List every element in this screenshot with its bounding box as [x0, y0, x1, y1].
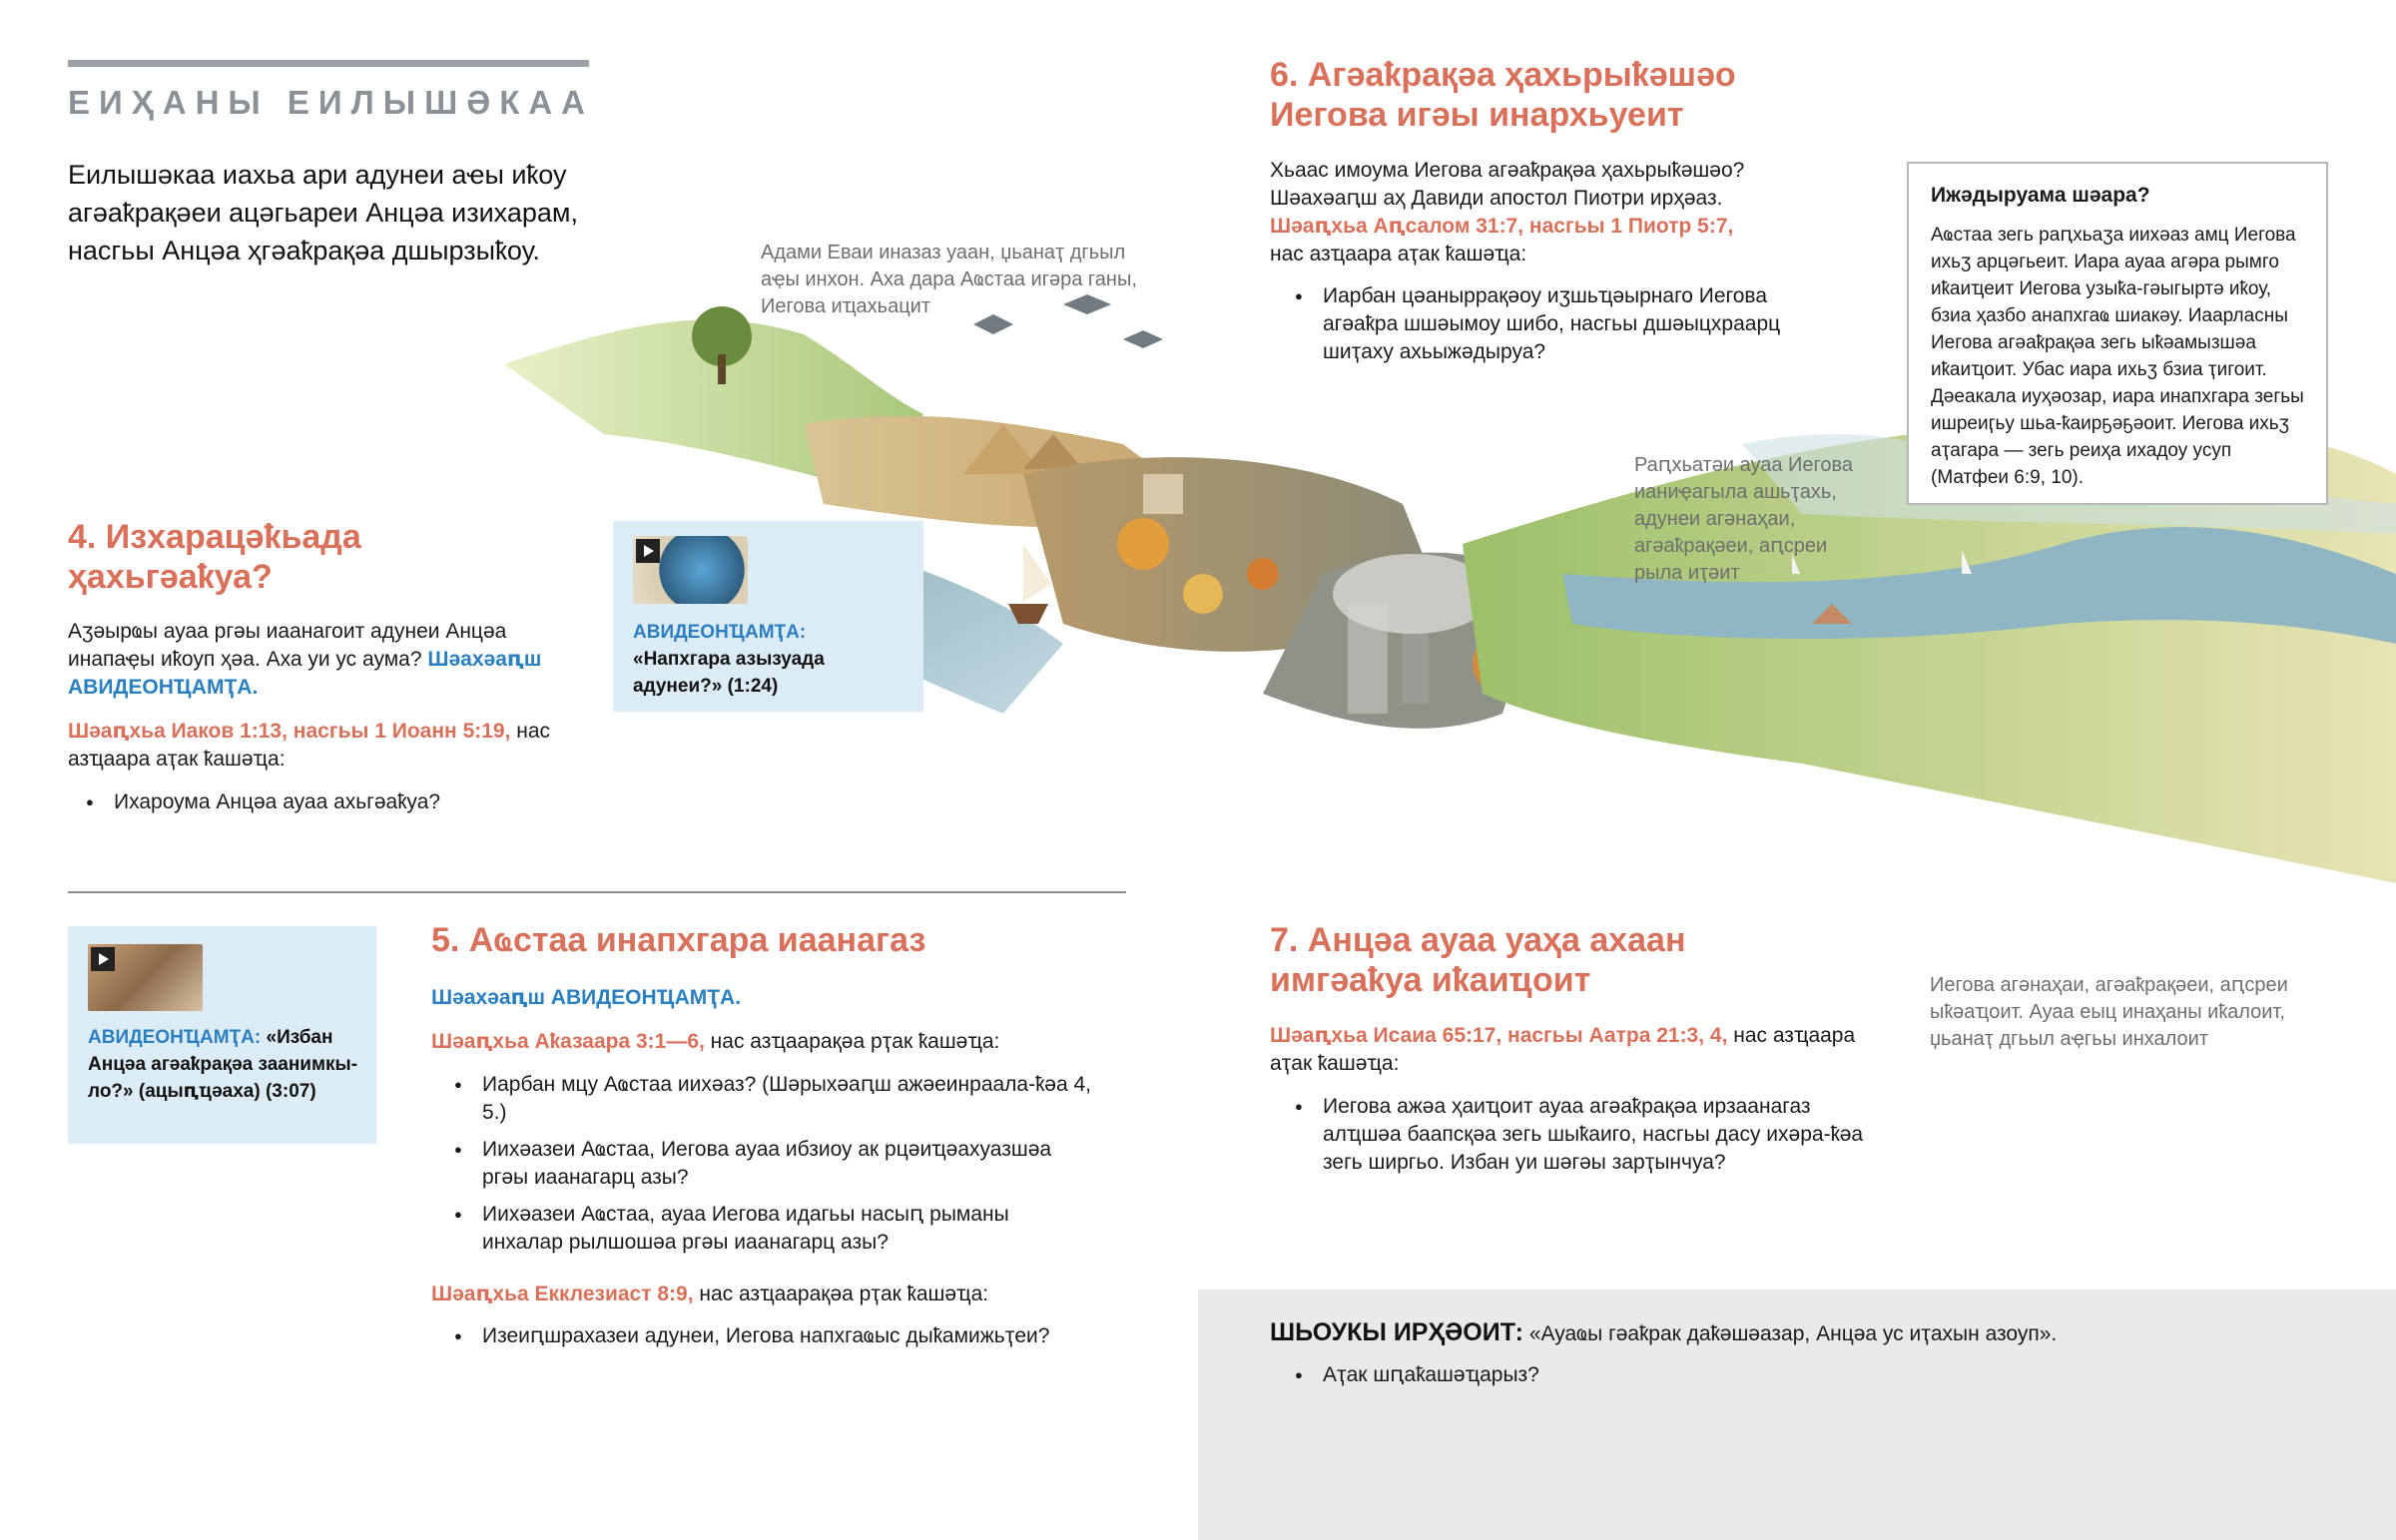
list-item: ● Иарбан цәаныррақәоу иӡшьҵәырнаго Иегова агәаҟра шшәымоу шибо, насгьы дшәыцхраарц шиҭаху ахьыжәдыруа?: [1295, 282, 1814, 366]
caption-paradise: Иегова агәнаҳаи, агәаҟрақәеи, аԥсреи ыҟәаҵоит. Ауаа еыц инаҳаны иҟалоит, џьанаҭ дгьыл аҿгьы инхалоит: [1930, 974, 2288, 1050]
section-divider: [68, 891, 1126, 893]
section-6-body: Хьаас имоума Иегова агәаҟрақәа ҳахьрыҟәшәо? Шәахәаԥш аҳ Давиди апостол Пиотри ирҳәаз.: [1270, 159, 1745, 210]
section-7-ref-line: [1270, 1022, 1889, 1078]
section-5-scripture-link-1[interactable]: Шәаԥхьа Аҟазаара 3:1—6,: [431, 1030, 705, 1053]
discussion-line: [1270, 1317, 2057, 1349]
temple-icon: [1143, 474, 1183, 514]
section-6-title: 6. Агәаҟрақәа ҳахьрыҟәшәо Иегова игәы инархьуеит: [1270, 56, 1736, 134]
fire-icon: [1117, 518, 1169, 570]
list-item: ● Изеиԥшрахазеи адунеи, Иегова напхгаҩыс дыҟамижьҭеи?: [454, 1322, 1133, 1350]
video-2-title: «Избан Анцәа агәаҟрақәа заанимкы-ло?» (ацыԥҵәаха) (3:07): [88, 1027, 358, 1102]
section-4-ref-line: [68, 718, 587, 773]
sidebar-body: Аҩстаа зегь раԥхьаӡа иихәаз амц Иегова ихьӡ арцәгьеит. Иара ауаа агәра рымго иҟаиҵеит Иегова узыҟа-гәыгыртә иҟоу, бзиа ҳазбо анапхгаҩ шиакәу. Иаарласны Иегова агәаҟрақәа зегь ыҟәамызшәа иҟаиҵоит. Убас иара ихьӡ бзиа ҭигоит. Дәеакала иуҳәозар, иара инапхгара зегьы ишреиӷьу шьа-ҟаирҕәҕәоит. Иегова ихьӡ аҭагара — зегь реиҳа ихадоу усуп (Матфеи 6:9, 10).: [1931, 225, 2304, 488]
list-item: ● Иихәазеи Аҩстаа, Иегова ауаа ибзиоу ак рцәиҵәахуазшәа ргәы иаанагарц азы?: [454, 1136, 1093, 1192]
did-you-know-box: [1907, 162, 2328, 505]
section-5-scripture-link-2[interactable]: Шәаԥхьа Екклезиаст 8:9,: [431, 1283, 694, 1305]
section-4-title: 4. Изхарацәҟьада ҳахьгәаҟуа?: [68, 518, 361, 596]
section-5-watch-link[interactable]: Шәахәаԥш АВИДЕОНҴАМҬА.: [431, 986, 742, 1009]
video-2-text: [88, 1024, 362, 1105]
video-2-label: АВИДЕОНҴАМҬА:: [88, 1027, 262, 1048]
video-1-text: [633, 619, 907, 700]
list-item: ● Ихароума Анцәа ауаа ахьгәаҟуа?: [86, 788, 585, 816]
video-thumbnail-2[interactable]: [88, 944, 203, 1011]
section-4-scripture-link[interactable]: Шәаԥхьа Иаков 1:13, насгьы 1 Иоанн 5:19,: [68, 720, 511, 743]
section-4-text: Аӡәырҩы ауаа ргәы иаанагоит адунеи Анцәа инапаҿы иҟоуп ҳәа. Аха уи ус аума?: [68, 620, 507, 671]
section-5-ref-line-1: [431, 1028, 1130, 1056]
video-1-label: АВИДЕОНҴАМҬА:: [633, 622, 807, 643]
discussion-quote: «Ауаҩы гәаҟрак даҟәшәазар, Анцәа ус иҭахын азоуп».: [1528, 1322, 2058, 1345]
section-4-body: [68, 618, 567, 702]
section-rule: [68, 60, 589, 67]
list-item: ● Иегова ажәа ҳаиҵоит ауаа агәаҟрақәа ирзаанагаз алҵшәа баапсқәа зегь шыҟаиго, насгьы дасу ихәра-ҟәа зегь ширгьо. Избан уи шәгәы зарҭынчуа?: [1295, 1093, 1874, 1177]
section-kicker: ЕИҲАНЫ ЕИЛЫШӘКАА: [68, 84, 594, 121]
video-box-2[interactable]: [68, 926, 376, 1144]
section-7-title: 7. Анцәа ауаа уаҳа ахаан имгәаҟуа иҟаиҵоит: [1270, 921, 1686, 999]
caption-rebellion: Раԥхьатәи ауаа Иегова ианиҿагыла ашьҭахь, адунеи агәнаҳаи, агәаҟрақәеи, аԥсреи рыла иҭәит: [1634, 454, 1854, 584]
section-5-ref-suffix-1: нас азҵаарақәа рҭак ҟашәҵа:: [704, 1030, 1000, 1053]
section-4-ref-suffix: нас азҵаара аҭак ҟашәҵа:: [68, 720, 551, 770]
sidebar-title: Ижәдыруама шәара?: [1931, 184, 2150, 207]
section-7-ref-suffix: нас азҵаара аҭак ҟашәҵа:: [1270, 1024, 1856, 1075]
section-6-bullets: [1295, 282, 1814, 375]
list-item: ● Иарбан мцу Аҩстаа иихәаз? (Шәрыхәаԥш ажәеинраала-ҟәа 4, 5.): [454, 1071, 1093, 1127]
discussion-label: ШЬОУКЫ ИРҲӘОИТ:: [1270, 1318, 1523, 1346]
section-4-bullets: [86, 788, 585, 825]
section-7-bullets: [1295, 1093, 1874, 1186]
video-box-1[interactable]: [613, 521, 923, 712]
section-5-title: 5. Аҩстаа инапхгара иаанагаз: [431, 921, 926, 959]
play-icon[interactable]: [636, 539, 660, 563]
discussion: [1270, 1317, 2057, 1398]
section-5-bullets-1: [454, 1071, 1093, 1266]
video-thumbnail-1[interactable]: [633, 536, 748, 604]
discussion-bullets: [1295, 1361, 2057, 1389]
section-6-scripture-link[interactable]: Шәаԥхьа Аԥсалом 31:7, насгьы 1 Пиотр 5:7,: [1270, 215, 1734, 238]
section-5-bullets-2: [454, 1322, 1133, 1359]
section-7-scripture-link[interactable]: Шәаԥхьа Исаиа 65:17, насгьы Аатра 21:3, 4,: [1270, 1024, 1728, 1047]
video-1-title: «Напхгара азызуада адунеи?» (1:24): [633, 649, 825, 697]
play-icon[interactable]: [91, 947, 115, 971]
section-6-ref-suffix: нас азҵаара аҭак ҟашәҵа:: [1270, 243, 1527, 265]
section-5-ref-line-2: [431, 1281, 1130, 1308]
caption-eden: Адами Еваи иназаз уаан, џьанаҭ дгьыл аҿы инхон. Аха дара Аҩстаа игәра ганы, Иегова иҵахьацит: [761, 242, 1137, 317]
section-5-ref-suffix-2: нас азҵаарақәа рҭак ҟашәҵа:: [693, 1283, 989, 1305]
intro-text: Еилышәкаа иахьа ари адунеи аҽы иҟоу агәаҟрақәеи ацәгьареи Анцәа изихарам, насгьы Анцәа ҳгәаҟрақәа дшырзыҟоу.: [68, 160, 578, 265]
section-4-watch-link[interactable]: Шәахәаԥш АВИДЕОНҴАМҬА.: [68, 648, 542, 699]
list-item: ● Аҭак шԥаҟашәҵарыз?: [1295, 1361, 2057, 1389]
list-item: ● Иихәазеи Аҩстаа, ауаа Иегова идагьы насыԥ рыманы инхалар рылшошәа ргәы иаанагарц азы?: [454, 1201, 1093, 1257]
